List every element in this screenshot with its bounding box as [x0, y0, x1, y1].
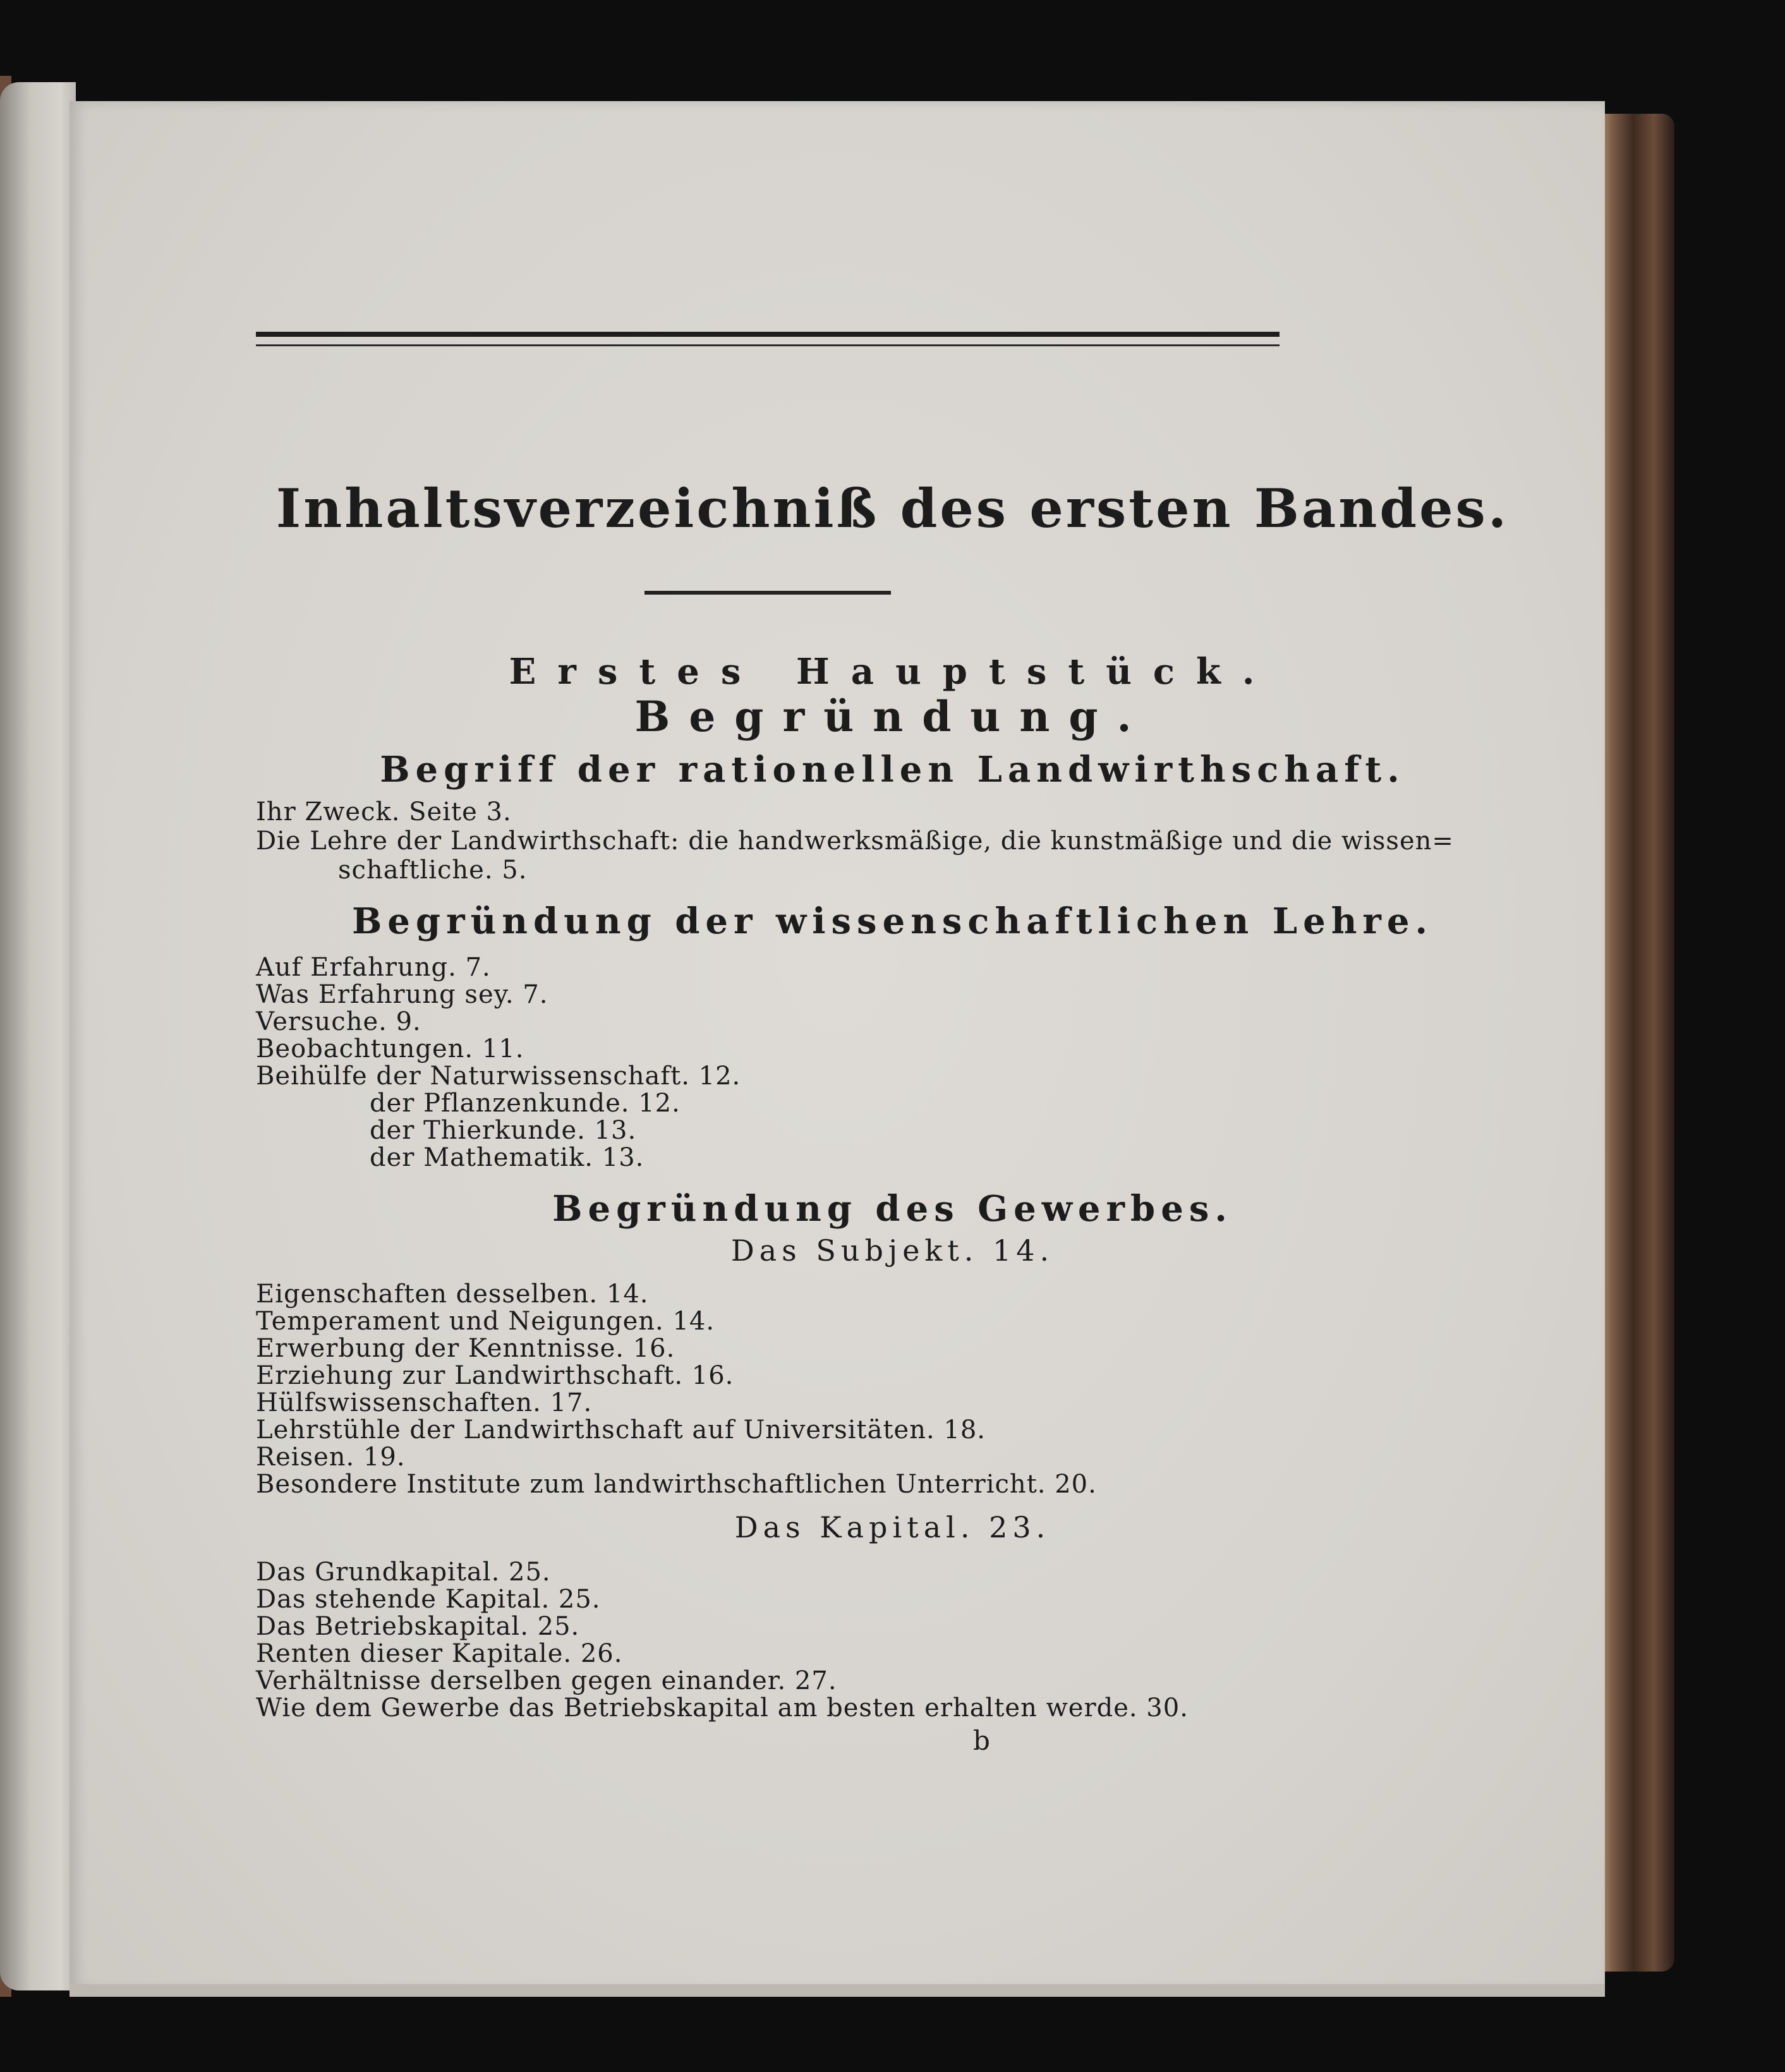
toc-entry: Lehrstühle der Landwirthschaft auf Universitäten. 18.	[256, 1415, 986, 1445]
toc-entry: Das stehende Kapital. 25.	[256, 1585, 601, 1614]
toc-entry-indented: der Pflanzenkunde. 12.	[370, 1089, 681, 1118]
top-rule	[256, 332, 1280, 337]
toc-entry: Renten dieser Kapitale. 26.	[256, 1639, 623, 1668]
toc-entry: Verhältnisse derselben gegen einander. 27.	[256, 1666, 837, 1695]
toc-entry: Erziehung zur Landwirthschaft. 16.	[256, 1361, 734, 1390]
toc-entry: Was Erfahrung sey. 7.	[256, 980, 548, 1009]
toc-entry: Beobachtungen. 11.	[256, 1034, 524, 1063]
toc-entry: Besondere Institute zum landwirthschaftlichen Unterricht. 20.	[256, 1470, 1097, 1499]
section-heading: Begründung des Gewerbes.	[552, 1188, 1233, 1230]
section-subheading: Das Kapital. 23.	[734, 1510, 1051, 1544]
toc-entry: Beihülfe der Naturwissenschaft. 12.	[256, 1062, 741, 1091]
page-title: Inhaltsverzeichniß des ersten Bandes.	[275, 477, 1510, 540]
left-page-strip	[0, 82, 76, 1990]
toc-entry: Erwerbung der Kenntnisse. 16.	[256, 1334, 675, 1363]
toc-entry: Versuche. 9.	[256, 1007, 421, 1036]
toc-entry-indented: der Thierkunde. 13.	[370, 1116, 637, 1145]
toc-entry: Auf Erfahrung. 7.	[256, 953, 491, 982]
page-bottom-edge	[70, 1984, 1605, 1997]
toc-entry: Ihr Zweck. Seite 3.	[256, 797, 512, 827]
toc-entry: Temperament und Neigungen. 14.	[256, 1307, 715, 1336]
toc-entry: Das Grundkapital. 25.	[256, 1558, 551, 1587]
toc-entry: Eigenschaften desselben. 14.	[256, 1280, 649, 1309]
chapter-label: Erstes Hauptstück.	[509, 651, 1276, 693]
signature-mark: b	[973, 1725, 990, 1756]
toc-entry-continuation: schaftliche. 5.	[338, 856, 528, 885]
section-subheading: Das Subjekt. 14.	[730, 1233, 1055, 1268]
toc-entry: Reisen. 19.	[256, 1443, 406, 1472]
toc-entry: Wie dem Gewerbe das Betriebskapital am besten erhalten werde. 30.	[256, 1693, 1189, 1723]
top-rule-thin	[256, 344, 1280, 346]
toc-entry: Das Betriebskapital. 25.	[256, 1612, 580, 1641]
title-divider	[644, 591, 891, 595]
section-heading: Begründung der wissenschaftlichen Lehre.	[351, 900, 1434, 942]
toc-entry-indented: der Mathematik. 13.	[370, 1143, 644, 1172]
section-heading: Begriff der rationellen Landwirthschaft.	[380, 749, 1405, 791]
toc-entry: Die Lehre der Landwirthschaft: die handwerksmäßige, die kunstmäßige und die wissen=	[256, 827, 1454, 856]
chapter-title: Begründung.	[634, 692, 1151, 741]
toc-entry: Hülfswissenschaften. 17.	[256, 1388, 593, 1417]
